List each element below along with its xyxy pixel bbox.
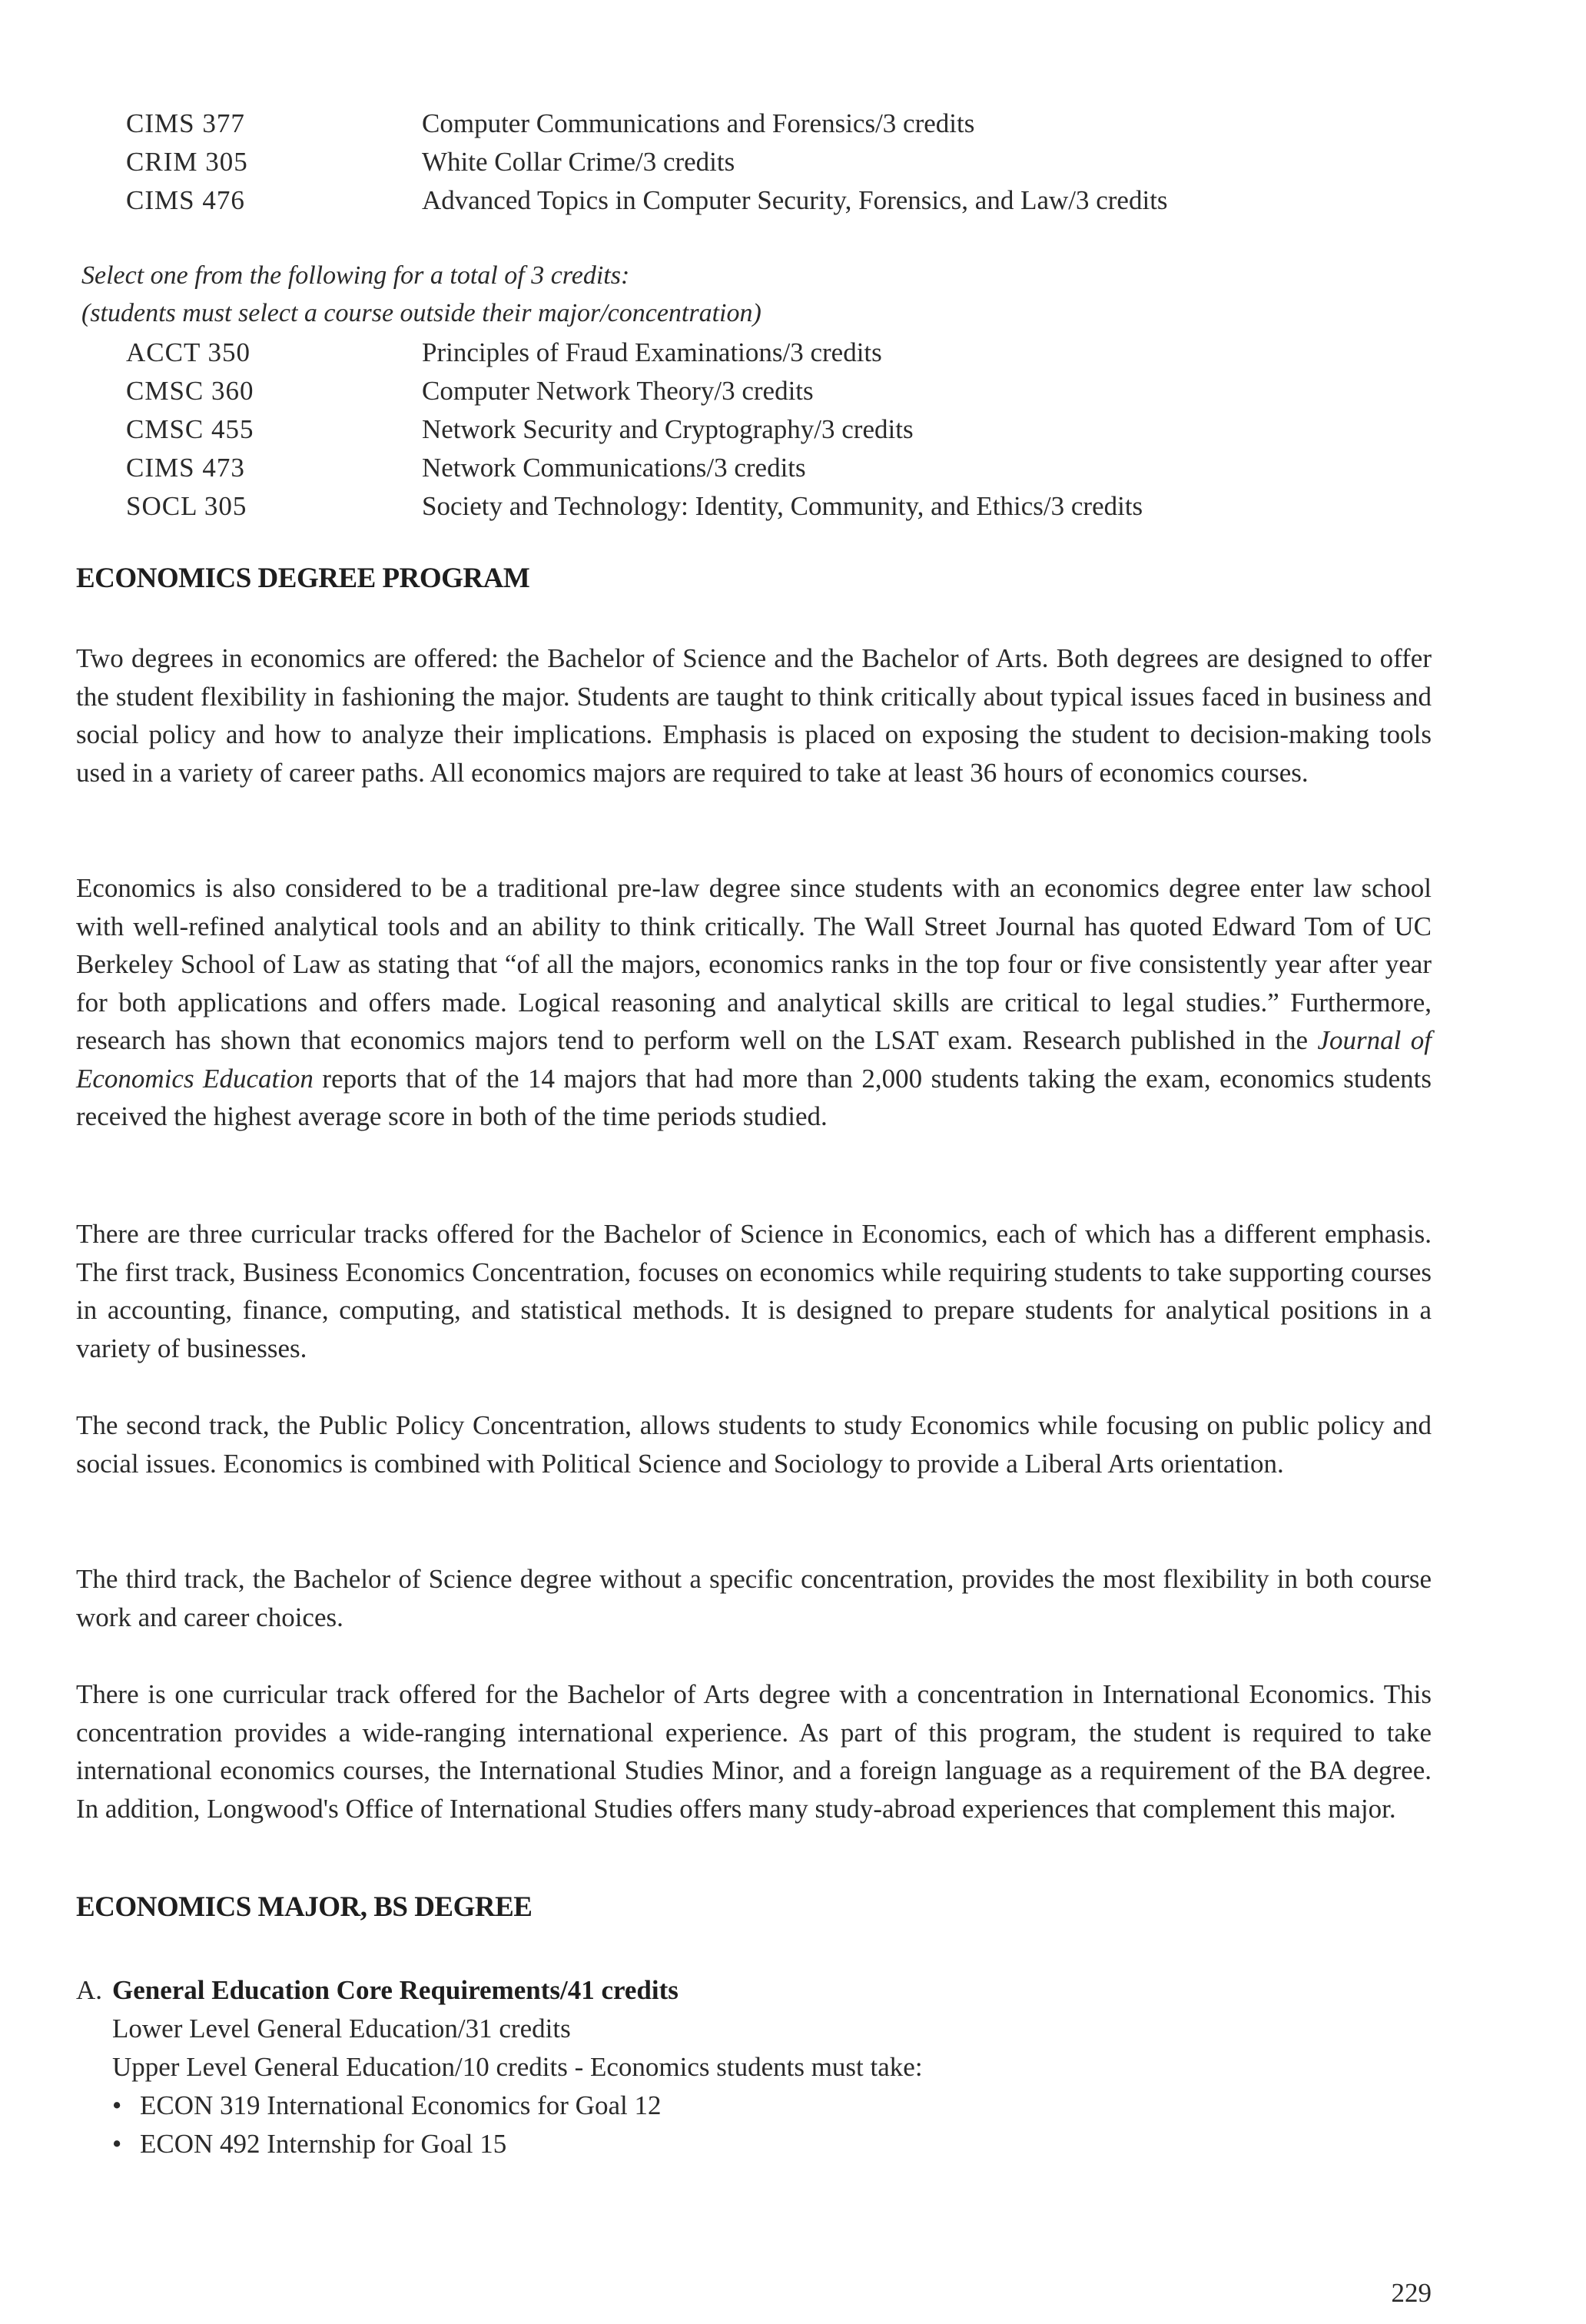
page-number: 229 [1391,2278,1432,2308]
course-title: Network Communications/3 credits [422,453,806,483]
course-title: Computer Communications and Forensics/3 credits [422,108,975,138]
list-item-text: ECON 492 Internship for Goal 15 [140,2129,507,2159]
section-letter: A. [76,1975,103,2005]
upper-level-line: Upper Level General Education/10 credits - Economics students must take: [112,2052,923,2082]
section-title: General Education Core Requirements/41 credits [112,1975,679,2005]
course-title: White Collar Crime/3 credits [422,147,735,177]
section-heading-program: ECONOMICS DEGREE PROGRAM [76,563,530,594]
course-code: CIMS 377 [126,108,245,138]
course-code: SOCL 305 [126,491,247,521]
list-item-text: ECON 319 International Economics for Goal 12 [140,2090,662,2120]
course-title: Advanced Topics in Computer Security, Forensics, and Law/3 credits [422,185,1168,215]
section-heading-major: ECONOMICS MAJOR, BS DEGREE [76,1891,533,1923]
list-item [76,2125,923,2163]
paragraph-prelaw [76,869,1432,1136]
select-note-line1: Select one from the following for a total of 3 credits: [81,261,630,290]
course-code: CIMS 476 [126,185,245,215]
course-row [126,334,882,372]
course-row [126,449,806,487]
paragraph-text: Economics is also considered to be a traditional pre-law degree since students with an economics degree enter law school with well-refined analytical tools and an ability to think critically. The Wall Street Journal has quoted Edward Tom of UC Berkeley School of Law as stating that “of all the majors, economics ranks in the top four or five consistently year after year for both applications and offers made. Logical reasoning and analytical skills are critical to legal studies.” Furthermore, research has shown that economics majors tend to perform well on the LSAT exam. Research published in the [76,873,1432,1055]
course-row [126,143,735,181]
section-a-title-row [76,1971,923,2010]
course-code: CIMS 473 [126,453,245,483]
course-title: Society and Technology: Identity, Community, and Ethics/3 credits [422,491,1143,521]
requirements-section-a [76,1971,923,2163]
course-code: CMSC 455 [126,414,254,444]
paragraph-tracks: There are three curricular tracks offered for the Bachelor of Science in Economics, each of which has a different emphasis. The first track, Business Economics Concentration, focuses on economics while requiring students to take supporting courses in accounting, finance, computing, and statistical methods. It is designed to prepare students for analytical positions in a variety of businesses. [76,1219,1432,1363]
course-code: ACCT 350 [126,337,251,367]
journal-title: Journal of Economics Education [76,1025,1432,1094]
course-row [126,181,1168,220]
paragraph-text: reports that of the 14 majors that had more than 2,000 students taking the exam, economics students received the highest average score in both of the time periods studied. [76,1063,1432,1131]
paragraph-degrees: Two degrees in economics are offered: the Bachelor of Science and the Bachelor of Arts. Both degrees are designed to offer the student flexibility in fashioning the major. Students are taught to think critically about typical issues faced in business and social policy and how to analyze their implications. Emphasis is placed on exposing the student to decision-making tools used in a variety of career paths. All economics majors are required to take at least 36 hours of economics courses. [76,643,1432,788]
paragraph-ba-track: There is one curricular track offered for the Bachelor of Arts degree with a concentration in International Economics. This concentration provides a wide-ranging international experience. As part of this program, the student is required to take international economics courses, the International Studies Minor, and a foreign language as a requirement of the BA degree. In addition, Longwood's Office of International Studies offers many study-abroad experiences that complement this major. [76,1679,1432,1824]
lower-level-line: Lower Level General Education/31 credits [112,2014,571,2043]
course-title: Principles of Fraud Examinations/3 credits [422,337,882,367]
paragraph-public-policy: The second track, the Public Policy Concentration, allows students to study Economics while focusing on public policy and social issues. Economics is combined with Political Science and Sociology to provide a Liberal Arts orientation. [76,1410,1432,1479]
course-row [126,105,974,143]
course-row [126,487,1143,526]
paragraph-third-track: The third track, the Bachelor of Science degree without a specific concentration, provides the most flexibility in both course work and career choices. [76,1564,1432,1632]
course-row [126,410,914,449]
select-note-line2: (students must select a course outside their major/concentration) [81,299,761,327]
list-item [76,2087,923,2125]
course-row [126,372,814,410]
course-title: Network Security and Cryptography/3 credits [422,414,914,444]
course-code: CMSC 360 [126,376,254,406]
bullet-icon: • [112,2090,122,2120]
course-title: Computer Network Theory/3 credits [422,376,814,406]
course-code: CRIM 305 [126,147,248,177]
bullet-icon: • [112,2129,122,2159]
